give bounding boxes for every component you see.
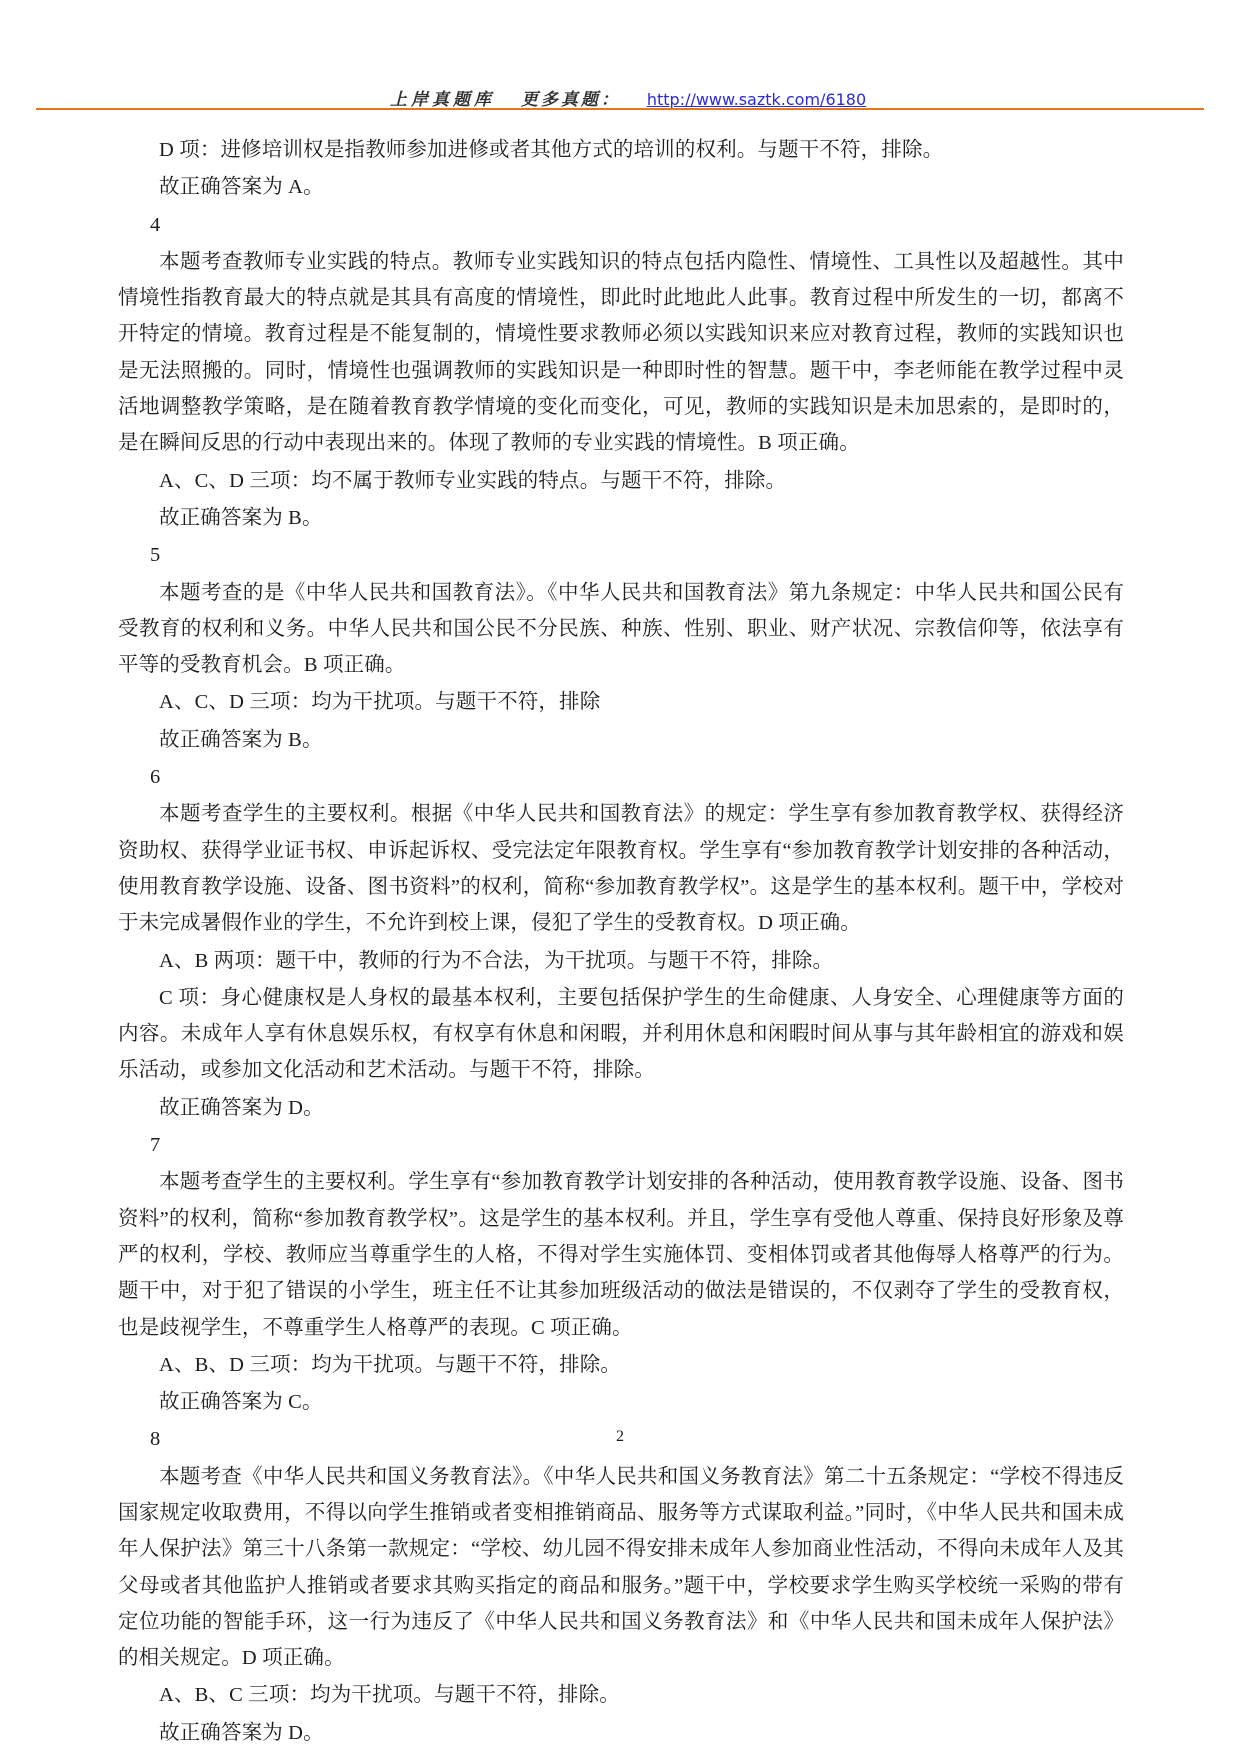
q6-analysis: 本题考查学生的主要权利。根据《中华人民共和国教育法》的规定：学生享有参加教育教学权、获得经济资助权、获得学业证书权、申诉起诉权、受完法定年限教育权。学生享有“参加教育教学计划安排的各种活动，使用教育教学设施、设备、图书资料”的权利，简称“参加教育教学权”。这是学生的基本权利。题干中，学校对于未完成暑假作业的学生，不允许到校上课，侵犯了学生的受教育权。D 项正确。 — [118, 803, 1124, 935]
q8-analysis: 本题考查《中华人民共和国义务教育法》。《中华人民共和国义务教育法》第二十五条规定：“学校不得违反国家规定收取费用，不得以向学生推销或者变相推销商品、服务等方式谋取利益。”同时，《中华人民共和国未成年人保护法》第三十八条第一款规定：“学校、幼儿园不得安排未成年人参加商业性活动，不得向未成年人及其父母或者其他监护人推销或者要求其购买指定的商品和服务。”题干中，学校要求学生购买学校统一采购的带有定位功能的智能手环，这一行为违反了《中华人民共和国义务教育法》和《中华人民共和国未成年人保护法》的相关规定。D 项正确。 — [118, 1465, 1124, 1670]
q3-option-d: D 项：进修培训权是指教师参加进修或者其他方式的培训的权利。与题干不符，排除。 — [159, 139, 944, 161]
q6-c: C 项：身心健康权是人身权的最基本权利，主要包括保护学生的生命健康、人身安全、心理健康等方面的内容。未成年人享有休息娱乐权，有权享有休息和闲暇，并利用休息和闲暇时间从事与其年龄相宜的游戏和娱乐活动，或参加文化活动和艺术活动。与题干不符，排除。 — [118, 986, 1124, 1082]
page-header — [0, 66, 1240, 110]
q4-answer: 故正确答案为 B。 — [159, 506, 323, 529]
q5-number: 5 — [150, 544, 161, 567]
source-url-link[interactable]: http://www.saztk.com/6180 — [646, 90, 867, 109]
q7-analysis: 本题考查学生的主要权利。学生享有“参加教育教学计划安排的各种活动，使用教育教学设施、设备、图书资料”的权利，简称“参加教育教学权”。这是学生的基本权利。并且，学生享有受他人尊重、保持良好形象及尊严的权利，学校、教师应当尊重学生的人格，不得对学生实施体罚、变相体罚或者其他侮辱人格尊严的行为。题干中，对于犯了错误的小学生，班主任不让其参加班级活动的做法是错误的，不仅剥夺了学生的受教育权，也是歧视学生，不尊重学生人格尊严的表现。C 项正确。 — [118, 1171, 1124, 1339]
q5-answer: 故正确答案为 B。 — [159, 728, 323, 751]
q6-ab: A、B 两项：题干中，教师的行为不合法，为干扰项。与题干不符，排除。 — [159, 949, 834, 972]
q6-number: 6 — [150, 766, 161, 789]
q4-analysis: 本题考查教师专业实践的特点。教师专业实践知识的特点包括内隐性、情境性、工具性以及超越性。其中情境性指教育最大的特点就是其具有高度的情境性，即此时此地此人此事。教育过程中所发生的一切，都离不开特定的情境。教育过程是不能复制的，情境性要求教师必须以实践知识来应对教育过程，教师的实践知识也是无法照搬的。同时，情境性也强调教师的实践知识是一种即时性的智慧。题干中，李老师能在教学过程中灵活地调整教学策略，是在随着教育教学情境的变化而变化，可见，教师的实践知识是未加思索的，是即时的，是在瞬间反思的行动中表现出来的。体现了教师的专业实践的情境性。B 项正确。 — [118, 250, 1124, 455]
q8-answer: 故正确答案为 D。 — [159, 1721, 324, 1744]
q5-distractors: A、C、D 三项：均为干扰项。与题干不符，排除 — [159, 691, 601, 714]
document-body — [118, 132, 1124, 1752]
q6-answer: 故正确答案为 D。 — [159, 1096, 324, 1119]
q8-number: 8 — [150, 1428, 161, 1451]
site-brand-label: 上岸真题库 — [389, 90, 495, 110]
q4-number: 4 — [150, 213, 161, 236]
q4-distractors: A、C、D 三项：均不属于教师专业实践的特点。与题干不符，排除。 — [159, 469, 787, 492]
q7-distractors: A、B、D 三项：均为干扰项。与题干不符，排除。 — [159, 1353, 622, 1376]
header-inner — [390, 85, 866, 110]
page-number: 2 — [616, 1428, 624, 1445]
more-questions-label: 更多真题： — [520, 90, 621, 110]
q3-answer: 故正确答案为 A。 — [159, 176, 324, 199]
q7-answer: 故正确答案为 C。 — [159, 1391, 323, 1414]
q5-analysis: 本题考查的是《中华人民共和国教育法》。《中华人民共和国教育法》第九条规定：中华人民共和国公民有受教育的权利和义务。中华人民共和国公民不分民族、种族、性别、职业、财产状况、宗教信仰等，依法享有平等的受教育机会。B 项正确。 — [118, 581, 1124, 677]
q8-distractors: A、B、C 三项：均为干扰项。与题干不符，排除。 — [159, 1684, 620, 1707]
header-divider-rule — [36, 108, 1204, 110]
q7-number: 7 — [150, 1134, 161, 1157]
